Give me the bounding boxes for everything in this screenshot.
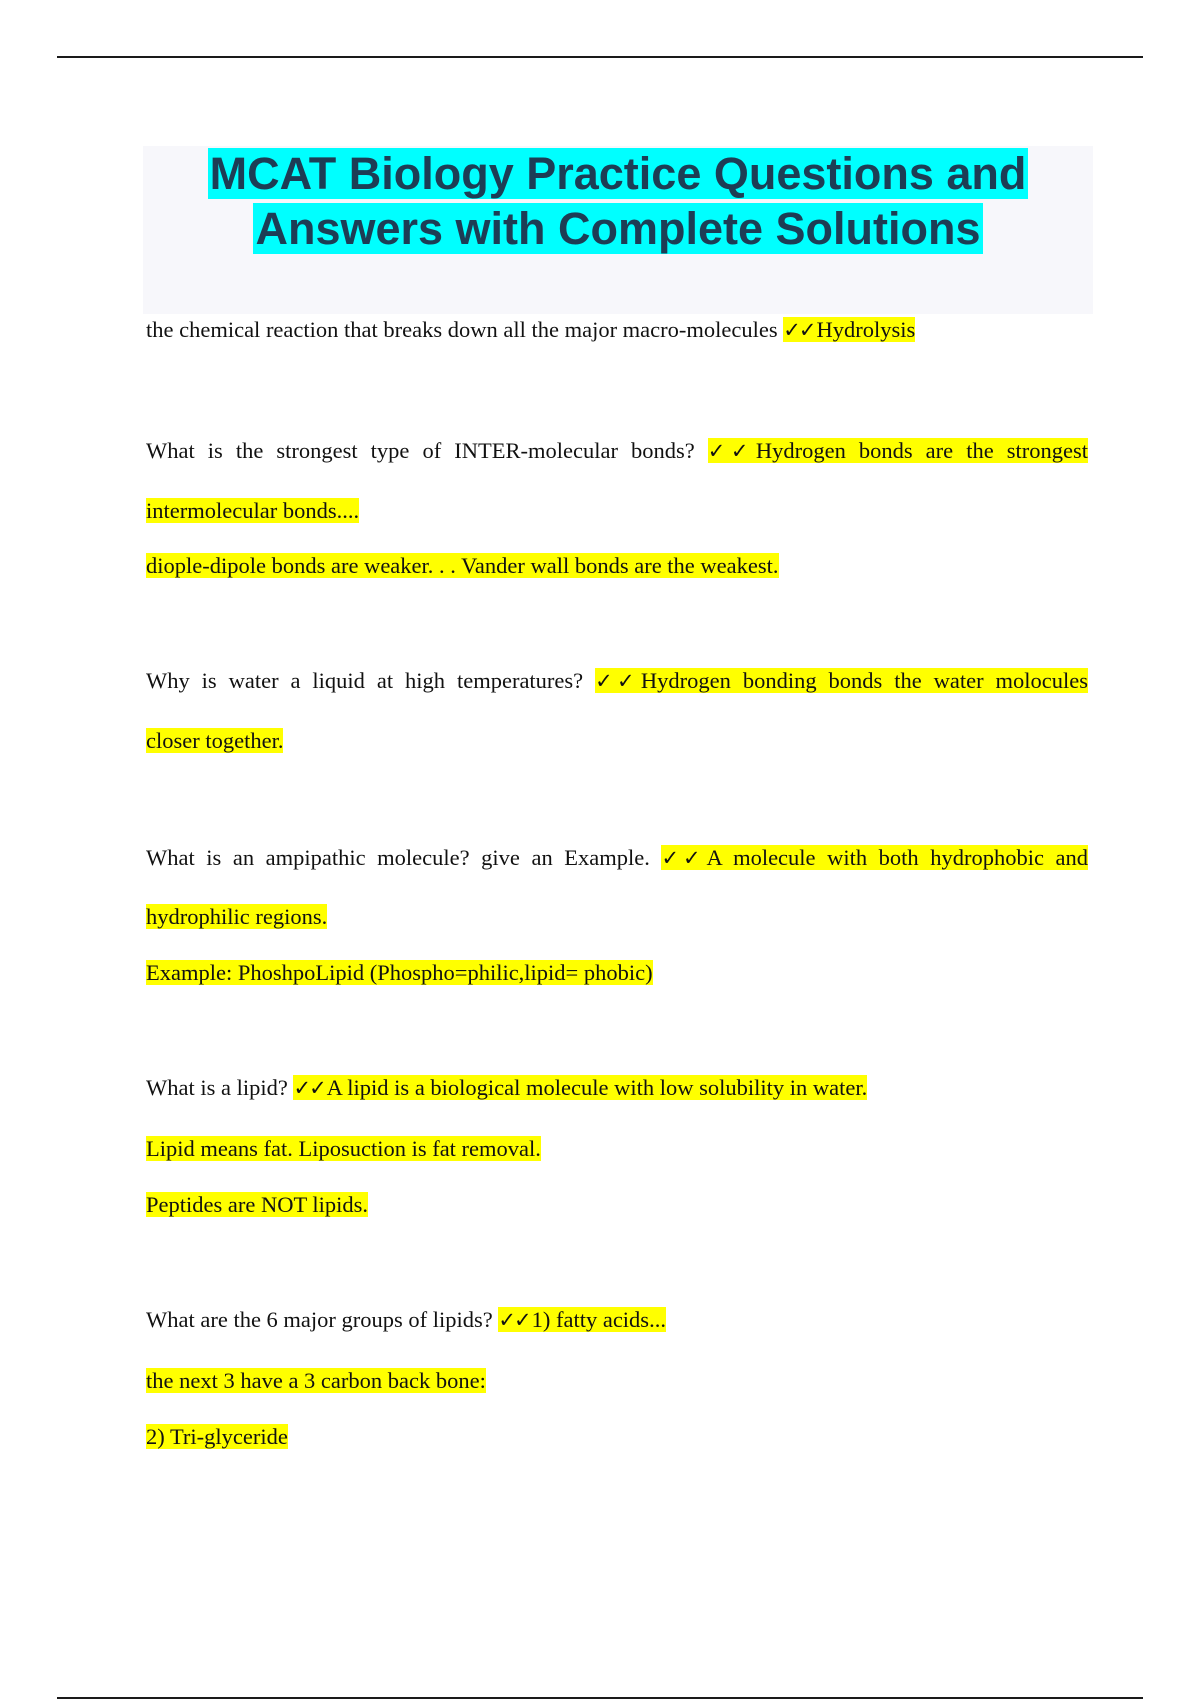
answer-highlight — [708, 438, 1088, 463]
answer-highlight — [783, 317, 915, 342]
double-check-icon: ✓✓ — [707, 439, 754, 463]
answer-continuation — [146, 496, 1088, 526]
answer-text: A lipid is a biological molecule with low solubility in water. — [326, 1075, 868, 1100]
answer-text: hydrophilic regions. — [146, 904, 328, 929]
answer-text: intermolecular bonds.... — [146, 498, 360, 523]
question-text: Why is water a liquid at high temperatures? — [146, 668, 596, 693]
answer-continuation — [146, 1366, 1088, 1396]
answer-highlight — [595, 668, 1088, 693]
answer-text: Example: PhoshpoLipid (Phospho=philic,lipid= phobic) — [146, 960, 653, 985]
question-text: What is the strongest type of INTER-molecular bonds? — [146, 438, 708, 463]
answer-text: Hydrogen bonds are the strongest — [755, 438, 1088, 463]
double-check-icon: ✓✓ — [498, 1308, 530, 1332]
answer-text: Lipid means fat. Liposuction is fat removal. — [146, 1136, 541, 1161]
qa-item-6 — [146, 1305, 1088, 1335]
double-check-icon: ✓✓ — [661, 846, 705, 870]
qa-item-4 — [146, 843, 1088, 873]
answer-highlight — [498, 1307, 666, 1332]
answer-text: A molecule with both hydrophobic and — [706, 845, 1088, 870]
answer-text: 1) fatty acids... — [531, 1307, 666, 1332]
document-title — [143, 146, 1093, 256]
qa-item-2 — [146, 436, 1088, 466]
answer-text: Peptides are NOT lipids. — [146, 1192, 369, 1217]
question-text: the chemical reaction that breaks down all the major macro-molecules — [146, 317, 784, 342]
bottom-rule — [57, 1697, 1143, 1699]
answer-continuation — [146, 726, 1088, 756]
title-line-1: MCAT Biology Practice Questions and — [209, 148, 1027, 199]
qa-item-5 — [146, 1073, 1088, 1103]
answer-text: Hydrogen bonding bonds the water molocules — [640, 668, 1088, 693]
double-check-icon: ✓✓ — [783, 318, 815, 342]
answer-continuation — [146, 902, 1088, 932]
qa-item-3 — [146, 666, 1088, 696]
top-rule — [57, 56, 1143, 58]
title-line-2: Answers with Complete Solutions — [255, 203, 981, 254]
answer-text: 2) Tri-glyceride — [146, 1424, 288, 1449]
answer-text: closer together. — [146, 728, 284, 753]
answer-continuation — [146, 1190, 1088, 1220]
answer-highlight — [661, 845, 1088, 870]
answer-highlight — [293, 1075, 867, 1100]
answer-continuation — [146, 551, 1088, 581]
qa-item-1 — [146, 315, 1088, 345]
question-text: What are the 6 major groups of lipids? — [146, 1307, 499, 1332]
question-text: What is an ampipathic molecule? give an Example. — [146, 845, 662, 870]
question-text: What is a lipid? — [146, 1075, 294, 1100]
double-check-icon: ✓✓ — [293, 1076, 325, 1100]
answer-continuation — [146, 958, 1088, 988]
answer-continuation — [146, 1134, 1088, 1164]
answer-text: the next 3 have a 3 carbon back bone: — [146, 1368, 486, 1393]
double-check-icon: ✓✓ — [595, 669, 639, 693]
answer-text: diople-dipole bonds are weaker. . . Vander wall bonds are the weakest. — [146, 553, 779, 578]
title-box — [143, 146, 1093, 314]
answer-continuation — [146, 1422, 1088, 1452]
answer-text: Hydrolysis — [816, 317, 916, 342]
